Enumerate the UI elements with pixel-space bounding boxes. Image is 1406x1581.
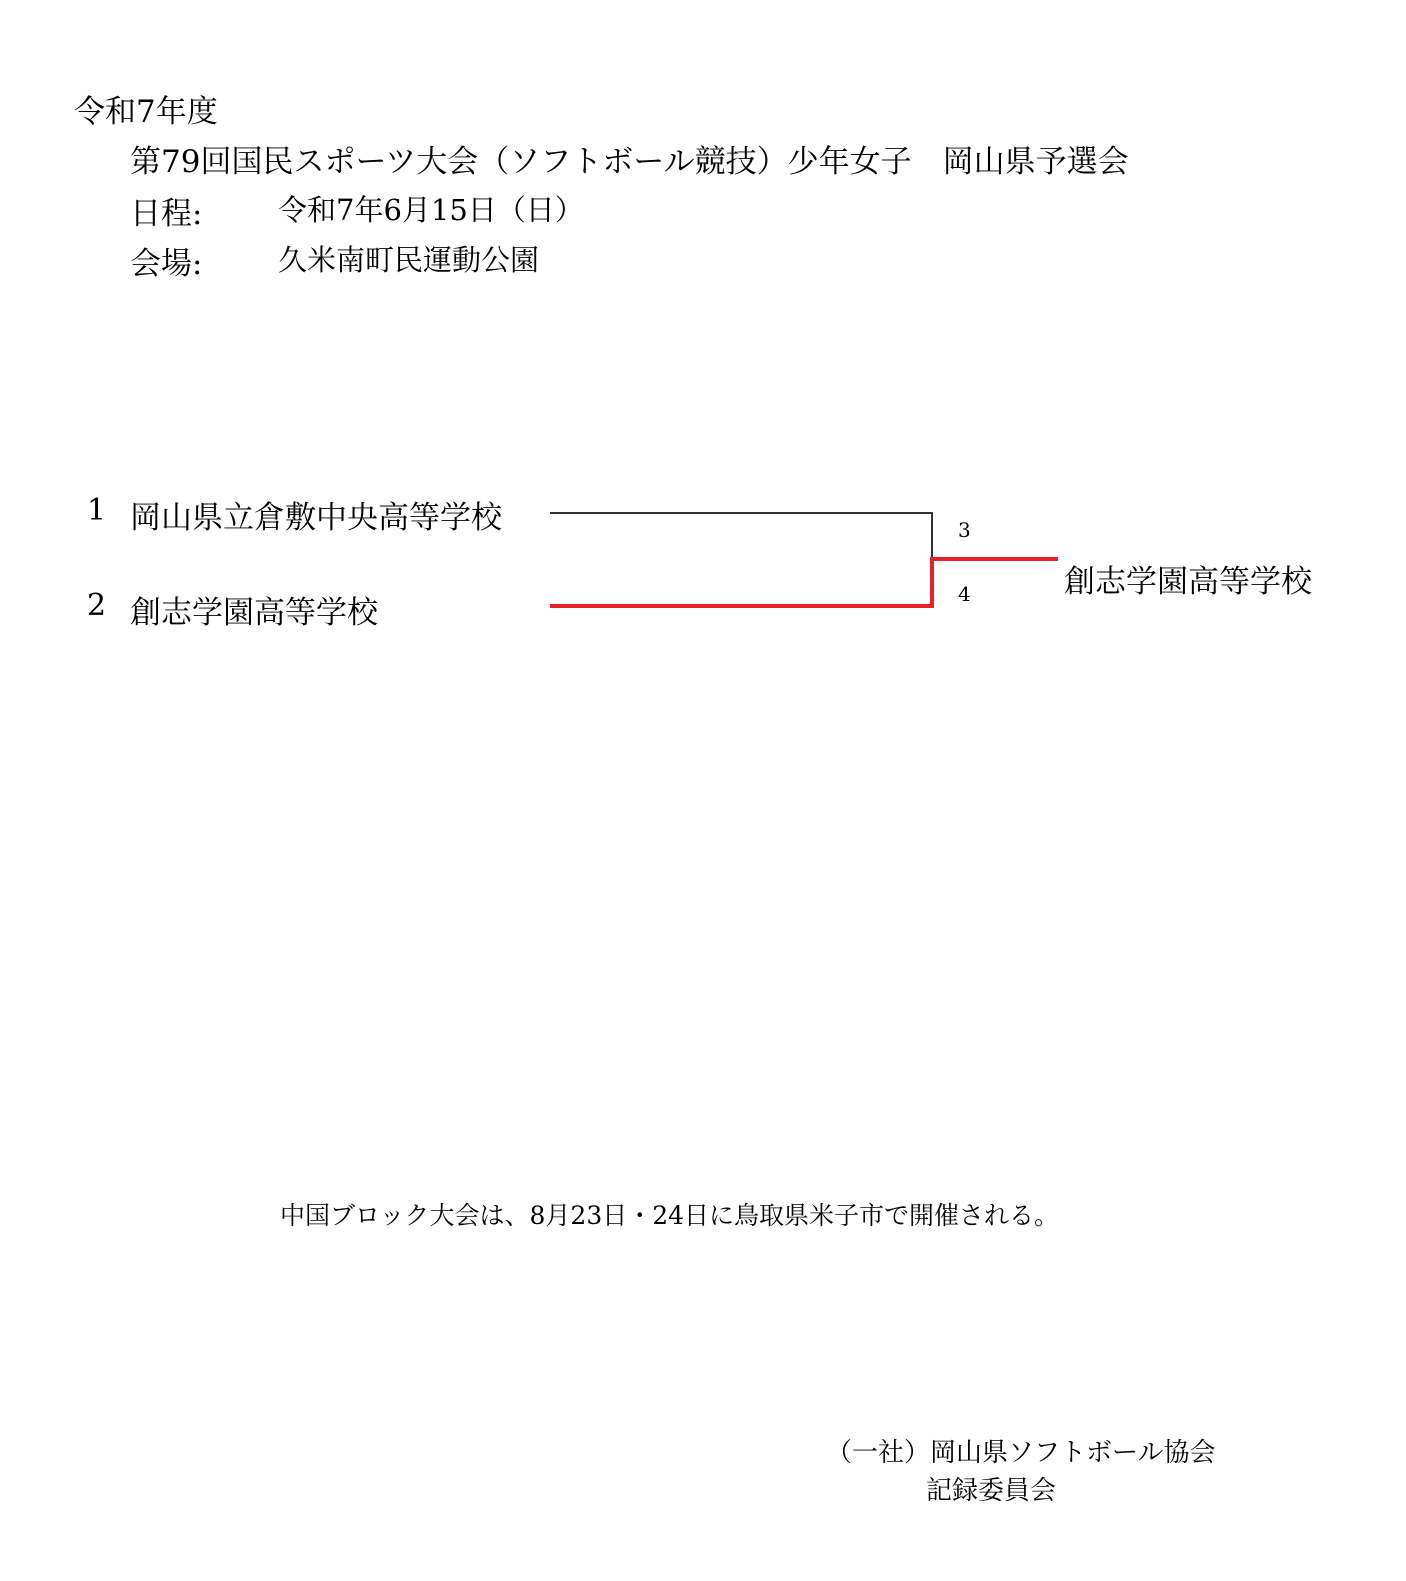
document-title: 第79回国民スポーツ大会（ソフトボール競技）少年女子 岡山県予選会	[130, 144, 1129, 180]
team-2-score: 4	[958, 582, 971, 606]
document-year: 令和7年度	[74, 94, 218, 130]
bracket-line-team-1	[550, 513, 932, 559]
team-1-score: 3	[958, 518, 971, 542]
venue-value: 久米南町民運動公園	[278, 243, 540, 277]
committee-name: 記録委員会	[926, 1476, 1057, 1506]
schedule-value: 令和7年6月15日（日）	[278, 193, 584, 227]
schedule-label: 日程:	[130, 196, 203, 232]
team-1-seed: 1	[87, 493, 107, 528]
team-2-seed: 2	[87, 588, 107, 623]
organization-name: （一社）岡山県ソフトボール協会	[826, 1438, 1216, 1468]
bracket-line-team-2	[550, 559, 932, 606]
block-tournament-note: 中国ブロック大会は、8月23日・24日に鳥取県米子市で開催される。	[280, 1201, 1060, 1230]
venue-label: 会場:	[130, 246, 203, 282]
team-2-name: 創志学園高等学校	[130, 595, 378, 631]
team-1-name: 岡山県立倉敷中央高等学校	[130, 500, 502, 536]
winner-name: 創志学園高等学校	[1064, 564, 1312, 600]
